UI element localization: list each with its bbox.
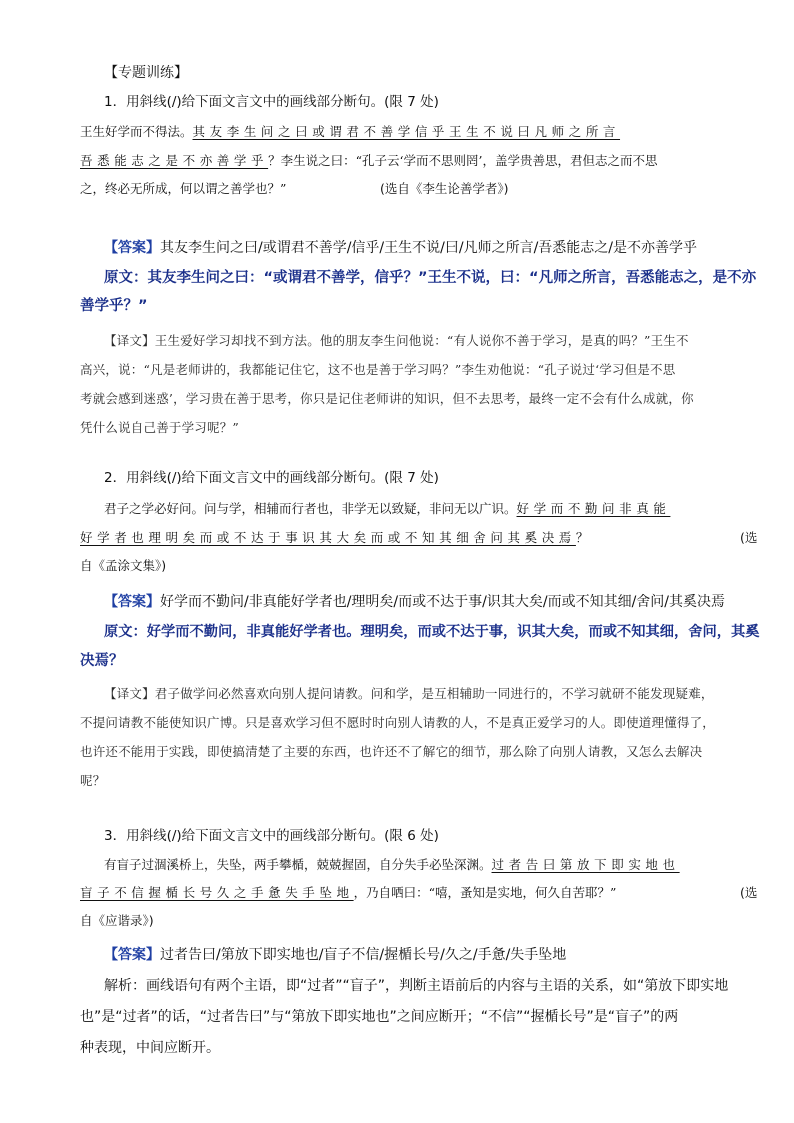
q2-translation-4: 呢？ [80, 773, 106, 788]
q1-passage-line2 [80, 151, 657, 171]
q2-translation-1: 【译文】君子做学问必然喜欢向别人提问请教。问和学，是互相辅助一同进行的，不学习就研不能发现疑难， [104, 686, 714, 701]
q3-passage-line2 [80, 883, 616, 903]
answer-tag: 【答案】 [104, 947, 160, 963]
q1-source: (选自《李生论善学者》) [380, 181, 509, 196]
q1-question: 1．用斜线(/)给下面文言文中的画线部分断句。(限 7 处) [104, 94, 439, 110]
q3-analysis-1: 解析：画线语句有两个主语，即“过者”“盲子”，判断主语前后的内容与主语的关系，如“第放下即实地 [104, 978, 729, 994]
q2-original-1: 原文：好学而不勤问，非真能好学者也。理明矣，而或不达于事，识其大矣，而或不知其细，舍问，其奚 [104, 624, 760, 640]
q1-translation-1: 【译文】王生爱好学习却找不到方法。他的朋友李生问他说：“有人说你不善于学习，是真的吗？”王生不 [104, 333, 689, 348]
q3-source-b: 自《应谐录》) [80, 913, 154, 928]
q1-line3: 之，终必无所成，何以谓之善学也？” [80, 181, 287, 196]
q1-underlined-2: 吾悉能志之是不亦善学乎 [80, 153, 269, 168]
q2-lead: 君子之学必好问。问与学，相辅而行者也，非学无以致疑，非问无以广识。 [104, 501, 517, 516]
q3-tail: ，乃自哂曰：“嘻，蚤知是实地，何久自苦耶？” [353, 885, 617, 900]
q3-passage-line1 [104, 855, 680, 875]
q2-original-2: 决焉？ [80, 653, 124, 669]
q1-original-1: 原文：其友李生问之曰：“或谓君不善学，信乎？”王生不说，曰：“凡师之所言，吾悉能志之，是不亦 [104, 270, 757, 286]
q3-analysis-2: 也”是“过者”的话，“过者告曰”与“第放下即实地也”之间应断开；“不信”“握楯长号”是“盲子”的两 [80, 1009, 679, 1025]
q2-source-b: 自《孟涂文集》) [80, 558, 167, 573]
q1-translation-4: 凭什么说自己善于学习呢？” [80, 420, 239, 435]
q3-analysis-3: 种表现，中间应断开。 [80, 1040, 220, 1056]
q1-answer-text: 其友李生问之曰/或谓君不善学/信乎/王生不说/曰/凡师之所言/吾悉能志之/是不亦善学乎 [160, 240, 698, 256]
q1-answer [104, 238, 697, 258]
q2-source-a: (选 [740, 530, 758, 545]
q2-question: 2．用斜线(/)给下面文言文中的画线部分断句。(限 7 处) [104, 470, 439, 486]
q2-answer-text: 好学而不勤问/非真能好学者也/理明矣/而或不达于事/识其大矣/而或不知其细/舍问/其奚决焉 [160, 594, 726, 610]
q1-translation-2: 高兴，说：“凡是老师讲的，我都能记住它，这不也是善于学习吗？”李生劝他说：“孔子说过‘学习但是不思 [80, 362, 676, 377]
q3-underlined-2: 盲子不信握楯长号久之手惫失手坠地 [80, 885, 354, 900]
q2-tail: ？ [575, 530, 589, 545]
answer-tag: 【答案】 [104, 240, 160, 256]
q1-lead: 王生好学而不得法。 [80, 124, 193, 139]
q3-answer [104, 945, 566, 965]
q1-underlined-1: 其友李生问之曰或谓君不善学信乎王生不说曰凡师之所言 [192, 124, 621, 139]
q2-answer [104, 592, 725, 612]
answer-tag: 【答案】 [104, 594, 160, 610]
q3-source-a: (选 [740, 885, 758, 900]
q2-translation-3: 也许还不能用于实践，即使搞清楚了主要的东西，也许还不了解它的细节，那么除了向别人请教，又怎么去解决 [80, 744, 703, 759]
q3-answer-text: 过者告曰/第放下即实地也/盲子不信/握楯长号/久之/手惫/失手坠地 [160, 947, 567, 963]
q3-underlined-1: 过者告曰第放下即实地也 [491, 857, 680, 872]
q1-original-2: 善学乎？” [80, 298, 148, 314]
q1-tail: ？李生说之曰：“孔子云‘学而不思则罔’，盖学贵善思，君但志之而不思 [268, 153, 658, 168]
section-title: 【专题训练】 [104, 65, 188, 81]
q1-passage-line1 [80, 122, 620, 142]
q2-passage-line1 [104, 499, 670, 519]
q3-question: 3．用斜线(/)给下面文言文中的画线部分断句。(限 6 处) [104, 828, 439, 844]
q3-lead: 有盲子过涸溪桥上，失坠，两手攀楯，兢兢握固，自分失手必坠深渊。 [104, 857, 492, 872]
q2-underlined-2: 好学者也理明矣而或不达于事识其大矣而或不知其细舍问其奚决焉 [80, 530, 576, 545]
q2-passage-line2 [80, 528, 588, 548]
q2-translation-2: 不提问请教不能使知识广博。只是喜欢学习但不愿时时向别人请教的人，不是真正爱学习的人。即使道理懂得了， [80, 715, 716, 730]
q2-underlined-1: 好学而不勤问非真能 [516, 501, 671, 516]
q1-translation-3: 考就会感到迷惑’，学习贵在善于思考，你只是记住老师讲的知识，但不去思考，最终一定不会有什么成就，你 [80, 391, 694, 406]
